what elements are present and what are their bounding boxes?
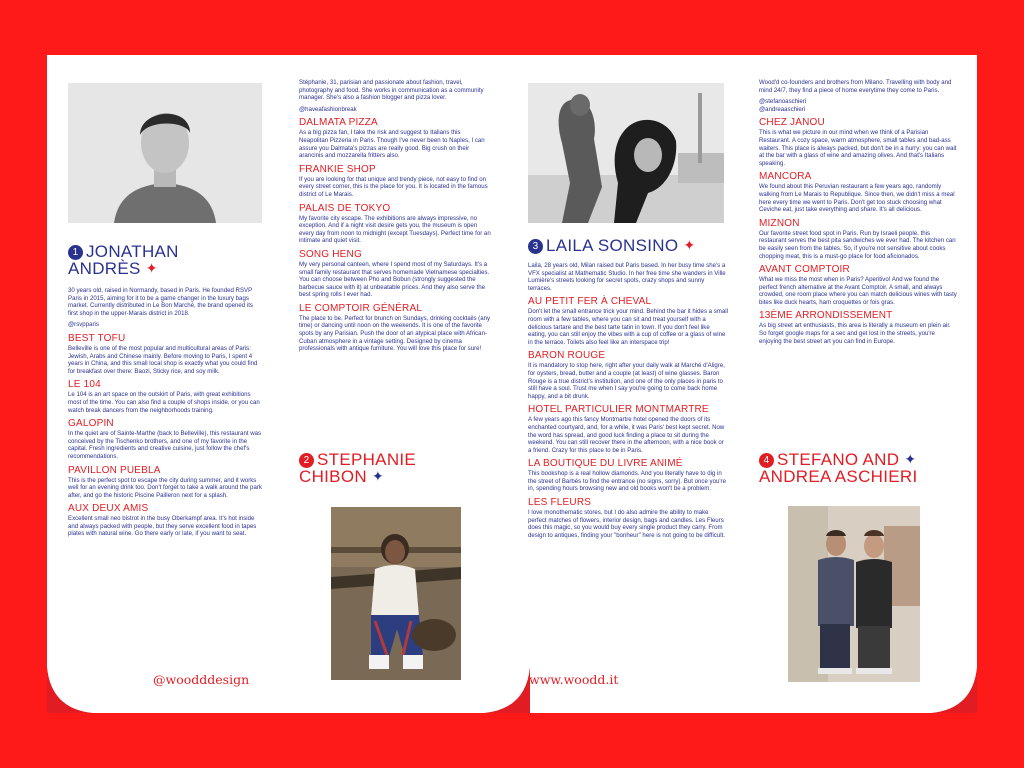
recommendation (68, 333, 262, 375)
name-block (299, 451, 491, 485)
recommendation (759, 218, 957, 260)
column-aschieri (759, 79, 957, 348)
name-line: JONATHAN (86, 242, 179, 261)
place-title: DALMATA PIZZA (299, 117, 378, 129)
profile-intro: Wood'd co-founders and brothers from Milano. Travelling with body and mind 24/7, they find a piece of home everytime they come to Paris. (759, 79, 952, 94)
profile-intro: Stéphanie, 31, parisian and passionate about fashion, travel, photography and food. She works in communication as a community manager. She's also a fashion blogger and pizza lover. (299, 79, 484, 102)
portrait-photo-laila (528, 83, 724, 223)
recommendation (759, 310, 957, 345)
column-laila (528, 223, 728, 542)
decorative-corner (484, 667, 530, 713)
recommendation (759, 171, 957, 213)
recommendation (68, 503, 262, 538)
column-stephanie (299, 79, 491, 356)
place-title: LE COMPTOIR GÉNÉRAL (299, 302, 423, 314)
recommendation (528, 404, 728, 454)
portrait-photo-aschieri (788, 506, 920, 682)
profile-intro: 30 years old, raised in Normandy, based in Paris. He founded RSVP Paris in 2015, aiming for it to be a game changer in the luxury bags market. Currently distributed in Le Bon Marché, the brand opened its first shop in the upper-Marais district in 2018. (68, 287, 253, 317)
place-title: LA BOUTIQUE DU LIVRE ANIMÉ (528, 458, 683, 470)
instagram-handle: @stefanoaschieri (759, 98, 807, 106)
place-text: My favorite city escape. The exhibitions are always impressive, no exception. And if a night visit desire gets you, the museum is open every day from noon to midnight (except Tuesdays). Perfect time for an intimate and quiet visit. (299, 214, 491, 245)
decorative-corner (47, 667, 93, 713)
profile-name-aschieri (759, 439, 957, 495)
footer-website: www.woodd.it (529, 672, 619, 687)
name-line: ANDRÈS (68, 259, 141, 278)
recommendation (528, 458, 728, 493)
recommendation (299, 303, 491, 353)
sparkle-icon: ✦ (683, 237, 696, 253)
recommendation (68, 418, 262, 460)
place-title: AUX DEUX AMIS (68, 503, 149, 515)
recommendation (528, 296, 728, 346)
decorative-corner (931, 667, 977, 713)
place-title: BEST TOFU (68, 332, 126, 344)
recommendation (299, 164, 491, 199)
place-text: This bookshop is a real hollow diamonds. And you literally have to dig in the street of Barbès to find the entrance (no signs, sorry). But once you're in, spending hours browsing new and old books won't be a problem. (528, 470, 726, 493)
recommendation (759, 264, 957, 306)
column-jonathan (68, 233, 262, 541)
portrait-photo-stephanie (331, 507, 461, 680)
place-text: Excellent small neo bistrot in the busy Oberkampf area. It's hot inside and always packed with people, but they serve excellent food in tapes plates with natural wine. Go there early or late, if you want to seat. (68, 515, 257, 538)
recommendation (68, 465, 262, 500)
place-title: GALOPIN (68, 418, 114, 430)
place-text: Le 104 is an art space on the outskirt of Paris, with great exhibitions most of the time. You can also find a couple of shops inside, or you can watch break dancers from the neighborhoods training. (68, 391, 260, 414)
recommendation (759, 117, 957, 167)
footer-handle: @woodddesign (153, 672, 250, 687)
place-text: I love monothematic stores, but I do also admire the ability to make perfect matches of flowers, interior design, bags and candles. Les Fleurs does this magic, so you would buy every single product they carry. From design to antiques, finding your "bonheur" here is not going to be difficult. (528, 509, 725, 539)
number-badge: 2 (299, 453, 314, 468)
sparkle-icon: ✦ (145, 260, 158, 276)
place-title: AU PETIT FER À CHEVAL (528, 296, 652, 308)
instagram-handle: @haveafashionbreak (299, 105, 357, 113)
place-title: PAVILLON PUEBLA (68, 464, 161, 476)
place-text: A few years ago this fancy Montmartre hotel opened the doors of its enchanted courtyard, and, for a while, it was Paris' best kept secret. Now the word has spread, and good luck finding a place to sit during the weekend. You can still recover there in the afternoon, with a nice book or a friend. Crazy for this place to be in Paris. (528, 416, 725, 454)
place-title: CHEZ JANOU (759, 117, 825, 129)
place-text: In the quiet are of Sainte-Marthe (back to Belleville), this restaurant was conceived by the Tischenko brothers, and one of my favorite in the capital. Fresh ingredients and creative cuisine, just follow the chef's recommendations. (68, 430, 262, 460)
portrait-photo-jonathan (68, 83, 262, 223)
recommendation (68, 379, 262, 414)
instagram-handle: @andreaaschieri (759, 105, 806, 113)
place-text: As big street art enthusiasts, this area is literally a museum en plein air. So forget google maps for a sec and get lost in the streets, you're enjoying the best street art you can find in Europe. (759, 322, 951, 345)
name-line: ANDREA ASCHIERI (759, 467, 918, 486)
place-text: If you are looking for that unique and trendy piece, not easy to find on every street corner, this is the place for you. It is located in the famous district of Le Marais. (299, 175, 488, 198)
place-title: LE 104 (68, 379, 101, 391)
profile-name-laila (528, 237, 728, 254)
place-text: This is what we picture in our mind when we think of a Parisian Restaurant. A cozy space, warm atmosphere, small tables and bad-ass waiters. This place is always packed, but don't be in a hurry: you can wait at the bar with a glass of wine and amazing olives. And that's Italians speaking. (759, 129, 957, 167)
number-badge: 3 (528, 239, 543, 254)
place-text: The place to be. Perfect for brunch on Sundays, drinking cocktails (any time) or dancing until noon on the weekends. It is one of the favorite spots by any Parisian. Push the door of an atypical place with African-Cuban atmosphere in a vintage setting. Designed by cinema professionals with antique furniture. You will love this place for sure! (299, 314, 491, 353)
brochure-spread (47, 55, 977, 713)
place-title: SONG HENG (299, 248, 362, 260)
profile-name-jonathan (68, 243, 262, 277)
place-title: PALAIS DE TOKYO (299, 202, 391, 214)
profile-name-stephanie (299, 437, 491, 495)
recommendation (299, 249, 491, 299)
place-title: AVANT COMPTOIR (759, 264, 850, 276)
place-text: What we miss the most when in Paris? Aperitivo! And we found the perfect french alternative at the Avant Comptoir. A small, and always crowded, one room place where you can match delicious wines with tasty bites like duck hearts, ham croquettes or fois gras. (759, 276, 957, 306)
place-title: 13ÈME ARRONDISSEMENT (759, 310, 893, 322)
name-line: STEFANO AND (777, 450, 900, 469)
place-text: As a big pizza fan, I take the risk and suggest to Italians this Neapolitan Pizzeria in Paris. Though I've never been to Naples, I can assure you Dalmata's pizzas are really good. Big crush on their arancinis and mozzarella fritters also. (299, 129, 485, 160)
recommendation (528, 497, 728, 539)
sparkle-icon: ✦ (371, 468, 384, 484)
recommendation (299, 203, 491, 245)
place-text: My very personal canteen, where I spend most of my Saturdays. It's a small family restaurant that serves homemade Vietnamese specialties. You can choose between Pho and Bobun (strongly suggested the barbecue sauce with it) at unbeatable prices. And they also serve the best spring rolls I ever had. (299, 260, 490, 299)
name-block (759, 451, 957, 485)
place-text: Belleville is one of the most popular and multicultural areas of Paris: Jewish, Arabs and Chinese mainly. Before moving to Paris, I spent 4 years in China, and this small local shop is exactly what you could find for breakfast over there: Baozi, Sticky rice, and soy milk. (68, 344, 258, 375)
name-line: STEPHANIE (317, 450, 417, 469)
place-title: HOTEL PARTICULIER MONTMARTRE (528, 404, 709, 416)
place-text: Don't let the small entrance trick your mind. Behind the bar it hides a small room with a few tables, where you can sit and treat yourself with a delicious tartare and the best tarte tatin in town. If you don't feel like eating, you can still enjoy the vibes with a cup of coffee or a glass of wine in the terrace. Toilets also feel like an interspace trip! (528, 308, 728, 346)
instagram-handle: @rsvpparis (68, 321, 99, 329)
name-line: CHIBON (299, 467, 367, 486)
sparkle-icon: ✦ (904, 451, 917, 467)
place-title: LES FLEURS (528, 497, 592, 509)
name-line: LAILA SONSINO (546, 236, 679, 255)
place-text: We found about this Peruvian restaurant a few years ago, randomly walking from Le Marais to Republique. Since then, we didn't miss a meal here every time we went to Paris. Don't get too stuck choosing what Ceviche eat, just take everything and share. It's all delicious. (759, 183, 955, 214)
place-title: MANCORA (759, 171, 812, 183)
place-title: BARON ROUGE (528, 350, 606, 362)
number-badge: 1 (68, 245, 83, 260)
place-text: It is mandatory to stop here, right after your daily walk at Marché d'Aligre, for oysters, bread, butter and a couple (at least) of wine glasses. Baron Rouge is a true district's institution, and one of the only places in paris to still have a soul. Trust me when I say you're going to come back home happy, and a bit drunk. (528, 362, 725, 400)
recommendation (528, 350, 728, 400)
recommendation (299, 117, 491, 159)
place-title: MIZNON (759, 217, 800, 229)
place-title: FRANKIE SHOP (299, 163, 376, 175)
number-badge: 4 (759, 453, 774, 468)
profile-intro: Laila, 28 years old, Milan raised but Paris based. In her busy time she's a VFX specialist at Mathematic Studio. In her free time she wanders in Ville Lumière's streets looking for secret spots, crazy shops and sunny terraces. (528, 262, 726, 292)
place-text: Our favorite street food spot in Paris. Run by Israeli people, this restaurant serves the best pita sandwiches we ever had. The kitchen can be easily seen from the tables. So, if you're not sensitive about cooks chopping meat, this is a must-go place for food aficionados. (759, 229, 956, 260)
place-text: This is the perfect spot to escape the city during summer, and it works well for an evening drink too. Don't forget to take a walk around the park after, and go the historic Piscine Pailleron next for a splash. (68, 476, 262, 499)
